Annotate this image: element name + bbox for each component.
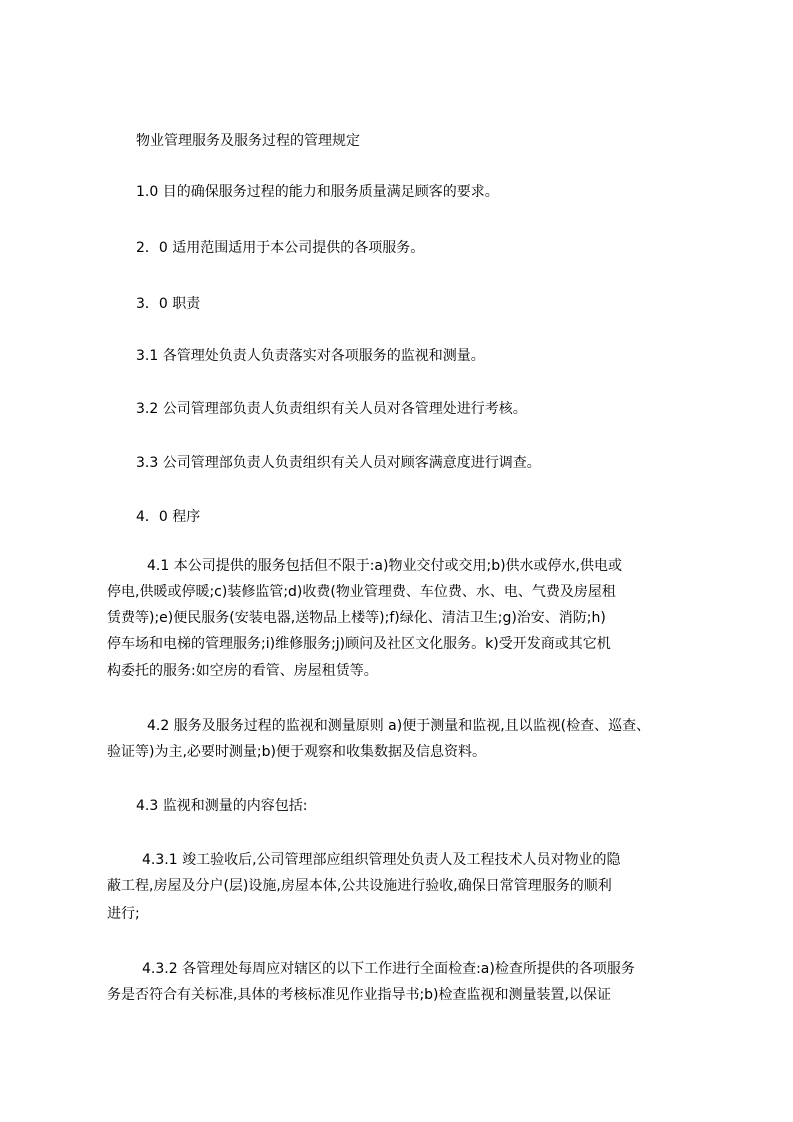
paragraph-line: 蔽工程,房屋及分户(层)设施,房屋本体,公共设施进行验收,确保日常管理服务的顺利 (107, 878, 612, 894)
paragraph-line: 务是否符合有关标准,具体的考核标准见作业指导书;b)检查监视和测量装置,以保证 (107, 987, 611, 1003)
section-2-0: 2．0 适用范围适用于本公司提供的各项服务。 (136, 240, 425, 256)
section-4-3: 4.3 监视和测量的内容包括: (136, 798, 308, 814)
section-1-0: 1.0 目的确保服务过程的能力和服务质量满足顾客的要求。 (136, 184, 499, 200)
section-3-0: 3．0 职责 (136, 296, 201, 312)
paragraph-line: 4.3.2 各管理处每周应对辖区的以下工作进行全面检查:a)检查所提供的各项服务 (142, 961, 635, 977)
paragraph-line: 4.1 本公司提供的服务包括但不限于:a)物业交付或交用;b)供水或停水,供电或 (147, 558, 622, 574)
paragraph-line: 进行; (107, 906, 140, 922)
paragraph-line: 4.3.1 竣工验收后,公司管理部应组织管理处负责人及工程技术人员对物业的隐 (142, 852, 621, 868)
paragraph-line: 停车场和电梯的管理服务;i)维修服务;j)顾问及社区文化服务。k)受开发商或其它机 (107, 636, 611, 652)
section-3-2: 3.2 公司管理部负责人负责组织有关人员对各管理处进行考核。 (136, 401, 527, 417)
document-title: 物业管理服务及服务过程的管理规定 (136, 133, 360, 149)
paragraph-line: 验证等)为主,必要时测量;b)便于观察和收集数据及信息资料。 (107, 744, 486, 760)
section-4-0: 4．0 程序 (136, 509, 201, 525)
section-3-1: 3.1 各管理处负责人负责落实对各项服务的监视和测量。 (136, 348, 485, 364)
paragraph-line: 4.2 服务及服务过程的监视和测量原则 a)便于测量和监视,且以监视(检查、巡查、 (147, 718, 651, 734)
section-3-3: 3.3 公司管理部负责人负责组织有关人员对顾客满意度进行调查。 (136, 455, 541, 471)
paragraph-line: 赁费等);e)便民服务(安装电器,送物品上楼等);f)绿化、清洁卫生;g)治安、消防;h) (107, 610, 606, 626)
paragraph-line: 停电,供暖或停暖;c)装修监管;d)收费(物业管理费、车位费、水、电、气费及房屋租 (107, 584, 616, 600)
paragraph-line: 构委托的服务:如空房的看管、房屋租赁等。 (107, 663, 378, 679)
